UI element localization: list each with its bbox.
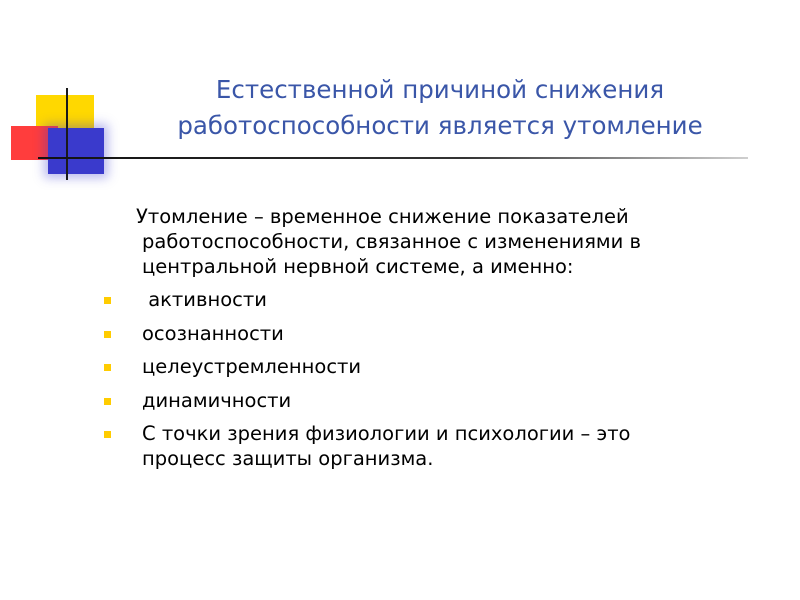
bullet-list bbox=[100, 287, 760, 471]
list-item bbox=[100, 354, 760, 379]
list-item bbox=[100, 421, 760, 471]
blue-square bbox=[48, 128, 104, 174]
slide-title-line-2: работоспособности является утомление bbox=[177, 111, 703, 140]
slide-body bbox=[100, 204, 760, 480]
square-bullet-icon bbox=[104, 364, 111, 371]
list-item bbox=[100, 287, 760, 312]
list-item-text-line-1: С точки зрения физиологии и психологии – это bbox=[142, 422, 631, 445]
slide-title bbox=[120, 72, 760, 144]
list-item bbox=[100, 388, 760, 413]
vertical-rule bbox=[66, 88, 68, 180]
intro-line-2: работоспособности, связанное с изменениями в bbox=[142, 230, 642, 253]
slide-title-line-1: Естественной причиной снижения bbox=[215, 75, 665, 104]
square-bullet-icon bbox=[104, 297, 111, 304]
list-item bbox=[100, 321, 760, 346]
square-bullet-icon bbox=[104, 398, 111, 405]
square-bullet-icon bbox=[104, 431, 111, 438]
list-item-text: активности bbox=[142, 288, 267, 311]
list-item-text-line-2: процесс защиты организма. bbox=[142, 447, 434, 470]
list-item-text: осознанности bbox=[142, 321, 284, 345]
intro-line-1: Утомление – временное снижение показателей bbox=[136, 205, 629, 228]
intro-line-3: центральной нервной системе, а именно: bbox=[142, 255, 574, 278]
intro-paragraph bbox=[100, 204, 760, 279]
list-item-text: целеустремленности bbox=[142, 355, 362, 378]
square-bullet-icon bbox=[104, 331, 111, 338]
title-underline-rule bbox=[38, 157, 748, 159]
decorative-squares-logo bbox=[0, 0, 120, 190]
list-item-text: динамичности bbox=[142, 388, 292, 412]
